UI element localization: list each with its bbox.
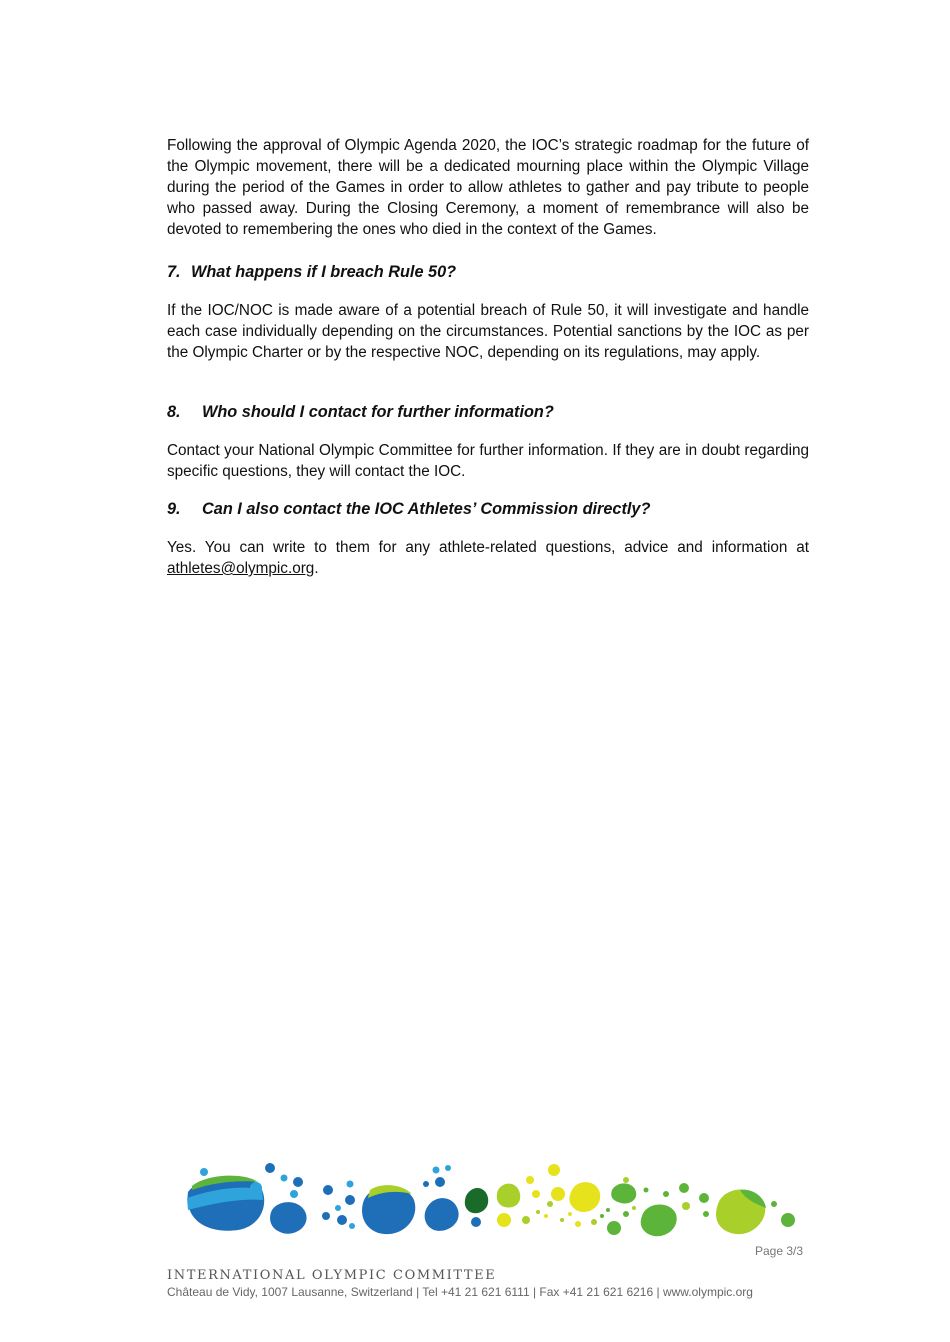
dot	[526, 1176, 534, 1184]
dot	[347, 1181, 354, 1188]
dot	[281, 1175, 288, 1182]
dot	[433, 1167, 440, 1174]
dot	[591, 1219, 597, 1225]
intro-paragraph: Following the approval of Olympic Agenda 2020, the IOC’s strategic roadmap for the future of the Olympic movement, there will be a dedicated mourning place within the Olympic Village during the period of the Games in order to allow athletes to gather and pay tribute to people who passed away. During the Closing Ceremony, a moment of remembrance will also be devoted to remembering the ones who died in the context of the Games.	[167, 137, 809, 238]
section-number: 8.	[167, 403, 181, 421]
dot	[607, 1221, 621, 1235]
section-number: 7.	[167, 263, 181, 281]
organization-address: Château de Vidy, 1007 Lausanne, Switzerland | Tel +41 21 621 6111 | Fax +41 21 621 6216 | www.olympic.org	[167, 1285, 753, 1299]
page-number: Page 3/3	[755, 1244, 804, 1258]
athletes-email-link[interactable]: athletes@olympic.org	[167, 560, 315, 577]
dot	[290, 1190, 298, 1198]
dot	[575, 1221, 581, 1227]
section-title: Who should I contact for further information?	[202, 403, 554, 421]
dot	[623, 1211, 629, 1217]
dot	[497, 1213, 511, 1227]
dot	[337, 1215, 347, 1225]
dot	[679, 1183, 689, 1193]
dot	[349, 1223, 355, 1229]
dot	[560, 1218, 564, 1222]
pebble-yellow	[569, 1182, 600, 1212]
dot	[335, 1205, 341, 1211]
dot	[250, 1182, 262, 1194]
dot	[423, 1181, 429, 1187]
heading-section-8	[167, 402, 809, 422]
olympic-pebbles-decoration	[180, 1160, 800, 1240]
dot	[568, 1212, 572, 1216]
section-title: What happens if I breach Rule 50?	[191, 263, 457, 281]
pebble-dark-green	[465, 1188, 488, 1213]
dot	[663, 1191, 669, 1197]
dot	[781, 1213, 795, 1227]
dot	[623, 1177, 629, 1183]
dot	[471, 1217, 481, 1227]
section-8-body: Contact your National Olympic Committee for further information. If they are in doubt regarding specific questions, they will contact the IOC.	[167, 442, 809, 480]
section-7-body: If the IOC/NOC is made aware of a potential breach of Rule 50, it will investigate and handle each case individually depending on the circumstances. Potential sanctions by the IOC as per the Olympic Charter or by the respective NOC, depending on its regulations, may apply.	[167, 302, 809, 361]
section-9-body	[167, 537, 809, 579]
dot	[293, 1177, 303, 1187]
dot	[547, 1201, 553, 1207]
dot	[435, 1177, 445, 1187]
dot	[445, 1165, 451, 1171]
dot	[532, 1190, 540, 1198]
section-9-text: Yes. You can write to them for any athlete-related questions, advice and information at	[167, 539, 809, 556]
dot	[522, 1216, 530, 1224]
pebble-lime	[497, 1184, 520, 1208]
section-number: 9.	[167, 500, 181, 518]
dot	[536, 1210, 540, 1214]
dot	[323, 1185, 333, 1195]
dot	[703, 1211, 709, 1217]
dot	[699, 1193, 709, 1203]
dot	[544, 1214, 548, 1218]
dot	[600, 1214, 604, 1218]
organization-name: INTERNATIONAL OLYMPIC COMMITTEE	[167, 1268, 497, 1283]
dot	[606, 1208, 610, 1212]
dot	[322, 1212, 330, 1220]
pebble-blue-2	[425, 1198, 459, 1231]
section-9-period: .	[314, 560, 319, 577]
dot	[345, 1195, 355, 1205]
section-title: Can I also contact the IOC Athletes’ Commission directly?	[202, 500, 651, 518]
pebble-blue	[270, 1202, 307, 1234]
dot	[682, 1202, 690, 1210]
dot	[632, 1206, 636, 1210]
pebble-large-green	[641, 1204, 677, 1236]
heading-section-9	[167, 499, 809, 519]
dot	[644, 1188, 649, 1193]
dot	[551, 1187, 565, 1201]
dot	[265, 1163, 275, 1173]
dot	[771, 1201, 777, 1207]
dot	[200, 1168, 208, 1176]
heading-section-7	[167, 262, 809, 282]
dot	[548, 1164, 560, 1176]
pebble-green	[611, 1183, 636, 1203]
